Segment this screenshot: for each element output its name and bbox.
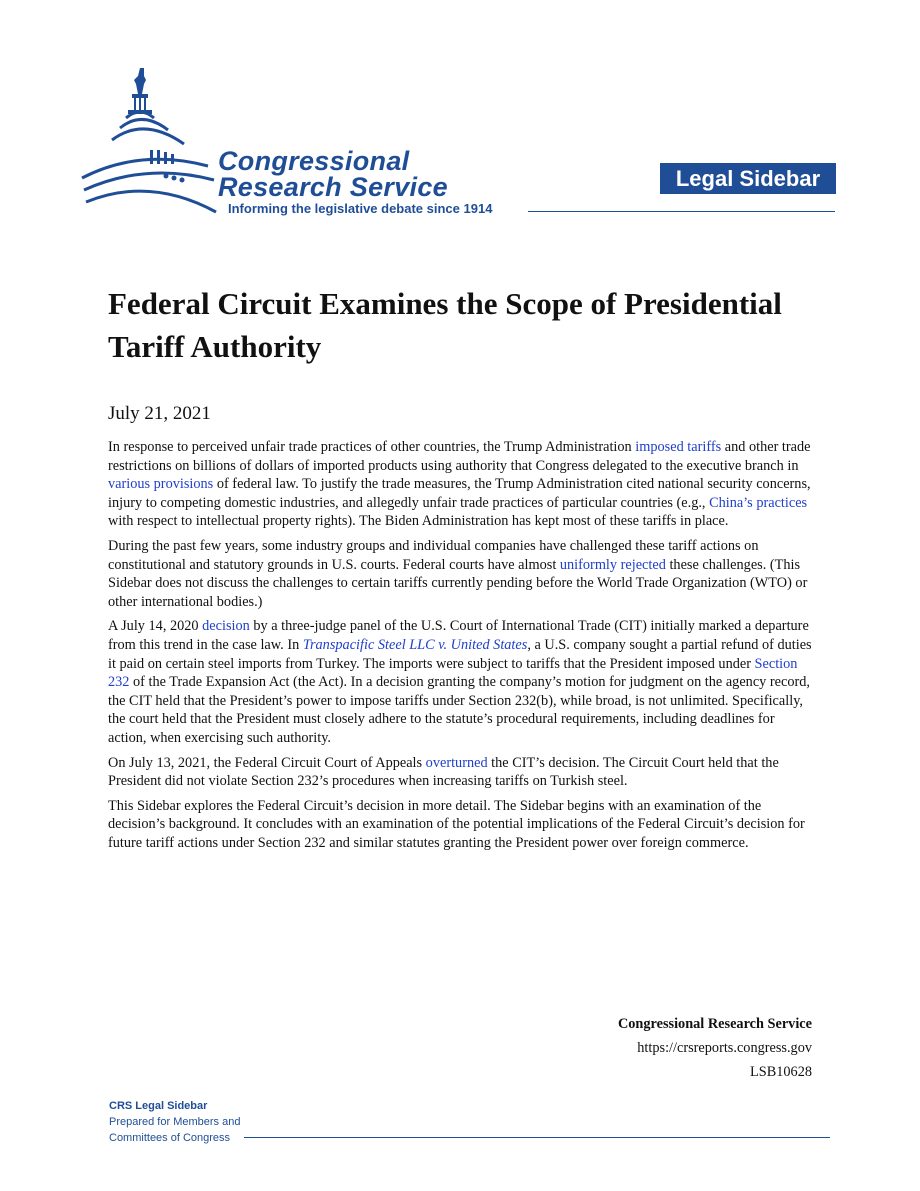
article-body — [108, 438, 816, 858]
link-imposed-tariffs[interactable]: imposed tariffs — [635, 439, 722, 455]
footer-report-id: LSB10628 — [750, 1064, 812, 1080]
link-chinas-practices[interactable]: China’s practices — [709, 494, 808, 511]
side-label-line3: Committees of Congress — [109, 1132, 231, 1144]
publication-date: July 21, 2021 — [108, 403, 211, 424]
text-span: of the Trade Expansion Act (the Act). In a decision granting the company’s motion for judgment on the agency record, the CIT held that the President’s power to impose tariffs under Section 232(b), while broad, is not unlimited. Specifically, the court held that the President must closely adhere to the statute’s procedural requirements, including deadlines for action, when exercising such authority. — [108, 674, 810, 746]
text-span: During the past few years, some industry groups and individual companies have challenged these tariff actions on constitutional and statutory grounds in U.S. courts. Federal courts have almost — [108, 537, 759, 573]
text-span: these challenges. (This Sidebar does not discuss the challenges to certain tariffs currently pending before the World Trade Organization (WTO) or other international bodies.) — [108, 556, 808, 610]
text-span: by a three-judge panel of the U.S. Court of International Trade (CIT) initially marked a departure from this trend in the case law. In — [108, 618, 809, 653]
text-span: , a U.S. company sought a partial refund of duties it paid on certain steel imports from Turkey. The imports were subject to tariffs that the President imposed under — [108, 636, 812, 672]
crs-side-label — [109, 1098, 240, 1146]
paragraph-3 — [108, 617, 816, 747]
link-overturned[interactable]: overturned — [425, 754, 488, 771]
footer-contact — [618, 1012, 812, 1084]
text-span: of federal law. To justify the trade measures, the Trump Administration cited national security concerns, injury to competing domestic industries, and allegedly unfair trade practices of particular countries (e.g., — [108, 476, 811, 511]
paragraph-5 — [108, 797, 816, 853]
text-span: with respect to intellectual property rights). The Biden Administration has kept most of these tariffs in place. — [108, 513, 729, 530]
text-span: the CIT’s decision. The Circuit Court held that the President did not violate Section 232’s procedures when increasing tariffs on Turkish steel. — [108, 754, 779, 790]
side-label-line2: Prepared for Members and — [109, 1116, 241, 1128]
text-span: and other trade restrictions on billions of dollars of imported products using authority that Congress delegated to the executive branch in — [108, 439, 811, 474]
text-span: A July 14, 2020 — [108, 618, 203, 635]
footer-divider — [244, 1137, 830, 1138]
link-section-232[interactable]: Section 232 — [108, 655, 798, 691]
text-span: In response to perceived unfair trade practices of other countries, the Trump Administration — [108, 439, 636, 455]
paragraph-1 — [108, 438, 816, 531]
link-transpacific-steel[interactable]: Transpacific Steel LLC v. United States — [302, 636, 528, 653]
paragraph-2 — [108, 537, 816, 611]
page-title: Federal Circuit Examines the Scope of Presidential Tariff Authority — [108, 286, 782, 364]
link-uniformly-rejected[interactable]: uniformly rejected — [559, 556, 666, 573]
legal-sidebar-badge: Legal Sidebar — [660, 163, 836, 194]
org-line1: Congressional — [218, 146, 410, 176]
paragraph-4 — [108, 754, 816, 791]
link-decision[interactable]: decision — [202, 618, 250, 635]
org-line2: Research Service — [218, 172, 448, 202]
text-span: This Sidebar explores the Federal Circuit’s decision in more detail. The Sidebar begins with an examination of the decision’s background. It concludes with an examination of the potential implications of the Federal Circuit’s decision for future tariff actions under Section 232 and similar statutes granting the President power over foreign commerce. — [108, 797, 805, 851]
capitol-dome-icon — [80, 66, 220, 216]
footer-url[interactable]: https://crsreports.congress.gov — [637, 1040, 812, 1056]
header-divider — [528, 211, 835, 212]
tagline: Informing the legislative debate since 1914 — [228, 201, 493, 216]
org-wordmark — [218, 148, 448, 200]
footer-org: Congressional Research Service — [617, 1016, 812, 1032]
link-various-provisions[interactable]: various provisions — [108, 476, 214, 493]
side-label-line1: CRS Legal Sidebar — [109, 1100, 208, 1112]
text-span: On July 13, 2021, the Federal Circuit Court of Appeals — [108, 754, 426, 771]
